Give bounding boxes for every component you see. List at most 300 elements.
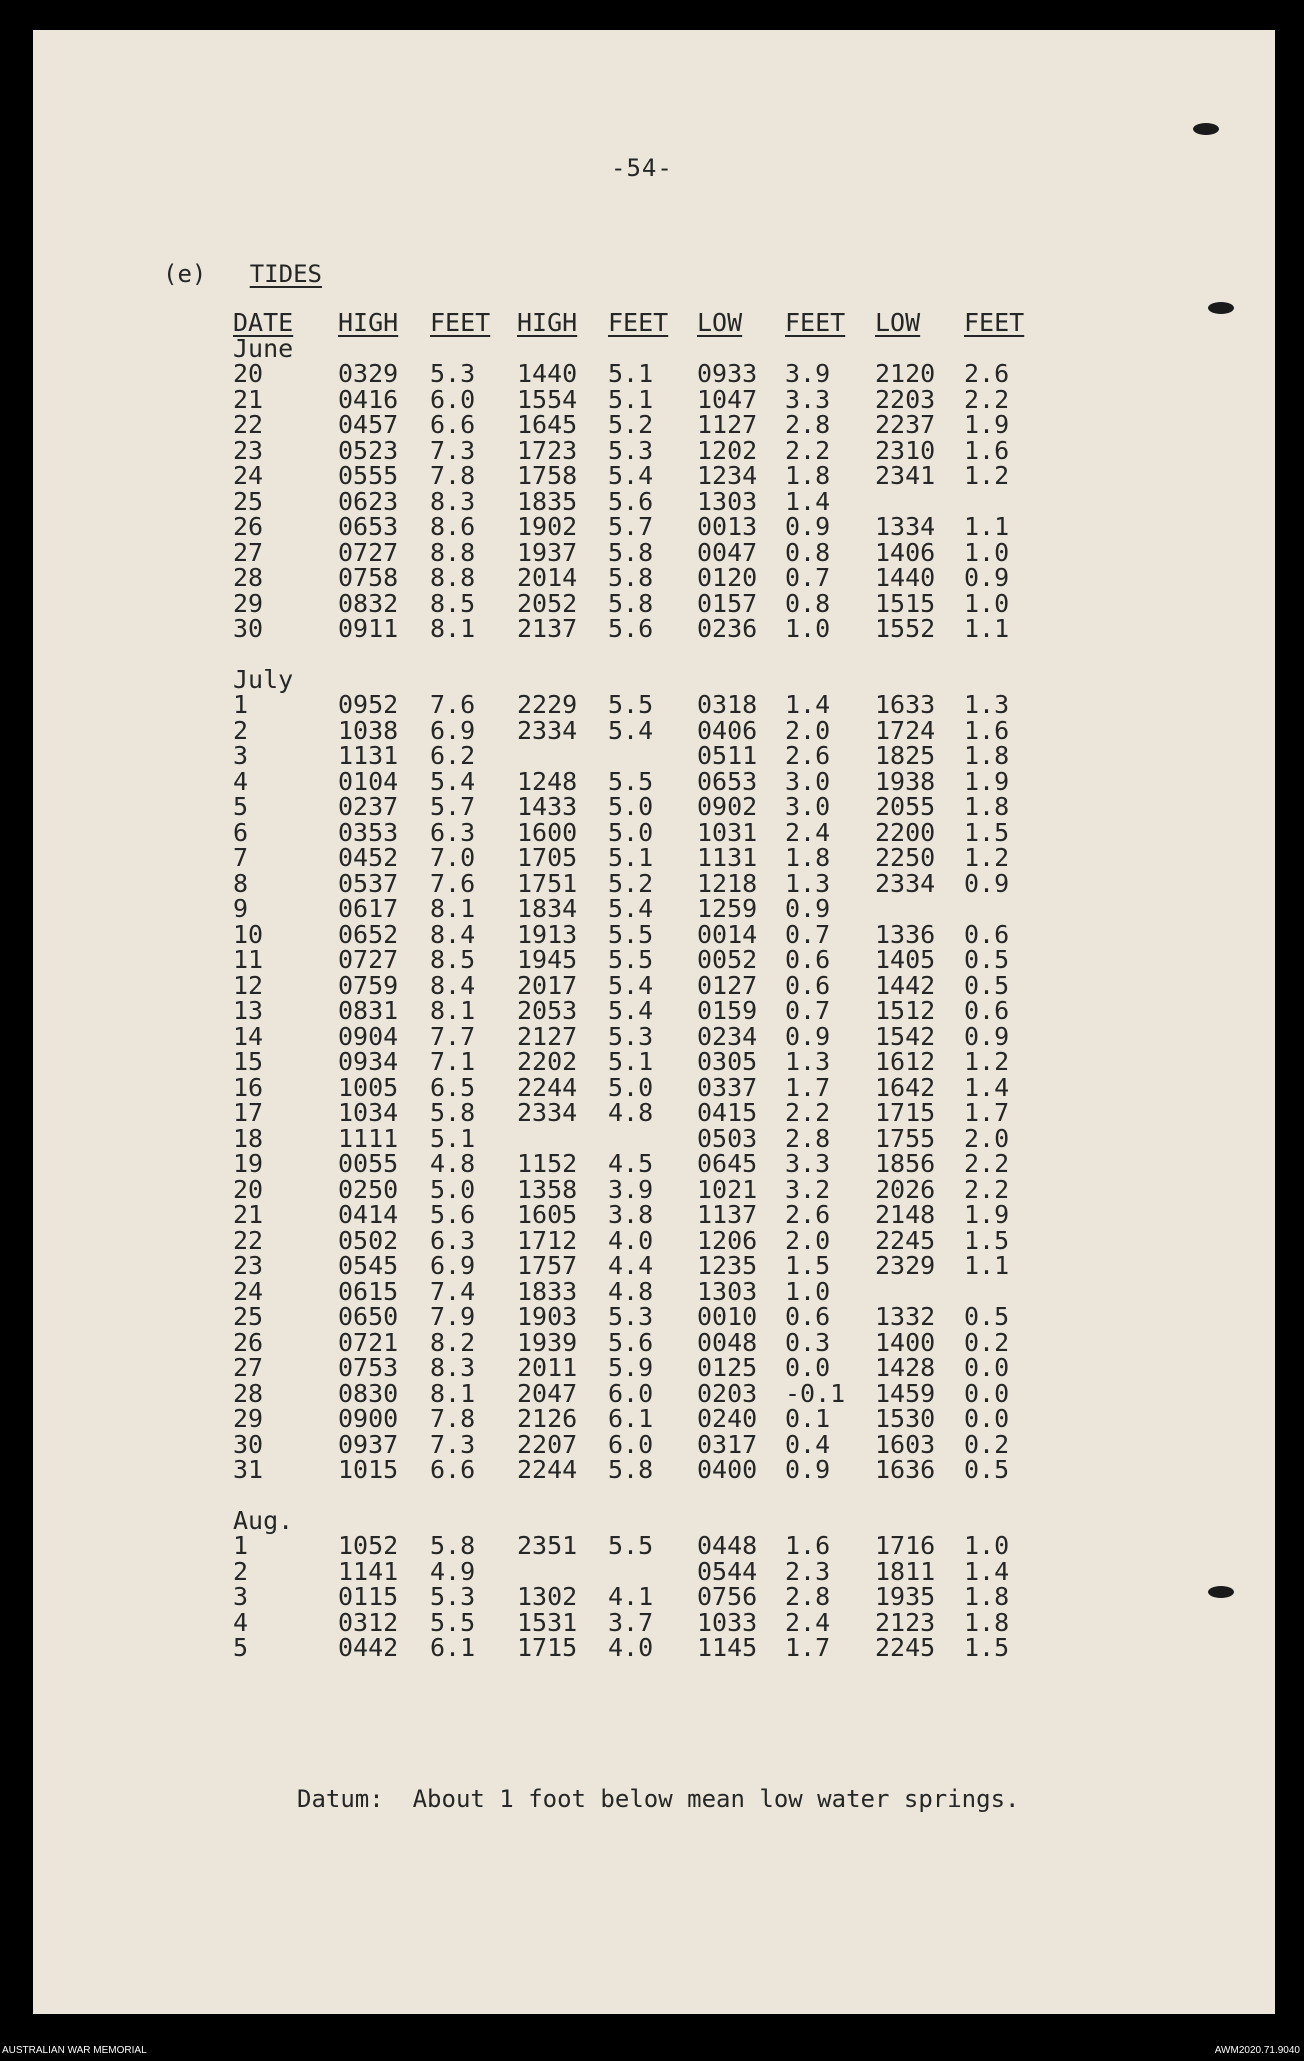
- datum-note: Datum: About 1 foot below mean low water springs.: [297, 1785, 1020, 1813]
- table-cell: 1131: [697, 843, 758, 873]
- table-cell: 6.0: [608, 1378, 654, 1408]
- table-cell: 1.4: [964, 1556, 1010, 1586]
- table-cell: 29: [233, 588, 264, 618]
- table-cell: 0503: [697, 1123, 758, 1153]
- table-cell: 5.7: [608, 512, 654, 542]
- table-row: [233, 1202, 1034, 1228]
- table-cell: 2017: [517, 970, 578, 1000]
- table-cell: 1.3: [964, 690, 1010, 720]
- table-cell: 14: [233, 1021, 264, 1051]
- table-row: [233, 820, 1034, 846]
- table-row: [233, 1432, 1034, 1458]
- table-cell: 0900: [338, 1404, 399, 1434]
- document-page: [33, 30, 1275, 2014]
- table-cell: 1336: [875, 919, 936, 949]
- table-cell: 2207: [517, 1429, 578, 1459]
- table-cell: 25: [233, 486, 264, 516]
- table-row: [233, 769, 1034, 795]
- table-cell: 0555: [338, 461, 399, 491]
- table-cell: 6.6: [430, 410, 476, 440]
- table-cell: 8.4: [430, 970, 476, 1000]
- table-cell: 1938: [875, 766, 936, 796]
- table-cell: 8.3: [430, 1353, 476, 1383]
- table-cell: 2341: [875, 461, 936, 491]
- table-cell: 8: [233, 868, 249, 898]
- table-cell: 5.5: [608, 690, 654, 720]
- table-cell: 3.9: [608, 1174, 654, 1204]
- table-cell: 23: [233, 435, 264, 465]
- table-cell: 0203: [697, 1378, 758, 1408]
- table-cell: 4: [233, 1607, 249, 1637]
- table-cell: 1.0: [964, 588, 1010, 618]
- table-cell: 25: [233, 1302, 264, 1332]
- table-row: [233, 463, 1034, 489]
- table-cell: 1603: [875, 1429, 936, 1459]
- table-cell: 11: [233, 945, 264, 975]
- table-cell: 1712: [517, 1225, 578, 1255]
- column-header-low: LOW: [697, 308, 743, 338]
- table-cell: 4.5: [608, 1149, 654, 1179]
- table-row: [233, 591, 1034, 617]
- table-cell: 2.2: [964, 1174, 1010, 1204]
- table-cell: 2334: [875, 868, 936, 898]
- table-cell: 21: [233, 1200, 264, 1230]
- table-cell: 0645: [697, 1149, 758, 1179]
- table-cell: 4.8: [608, 1276, 654, 1306]
- table-cell: 1512: [875, 996, 936, 1026]
- table-row: [233, 692, 1034, 718]
- table-cell: 2: [233, 715, 249, 745]
- table-cell: 7.6: [430, 690, 476, 720]
- table-cell: 1645: [517, 410, 578, 440]
- table-cell: 5.8: [430, 1098, 476, 1128]
- table-cell: 1202: [697, 435, 758, 465]
- table-row: [233, 973, 1034, 999]
- table-cell: 0.2: [964, 1429, 1010, 1459]
- table-cell: 5.1: [430, 1123, 476, 1153]
- table-cell: [875, 489, 964, 515]
- table-cell: 8.5: [430, 945, 476, 975]
- table-cell: 5.0: [430, 1174, 476, 1204]
- table-cell: 0.6: [785, 970, 831, 1000]
- table-cell: 1303: [697, 1276, 758, 1306]
- table-cell: 1856: [875, 1149, 936, 1179]
- table-cell: 6.1: [608, 1404, 654, 1434]
- table-cell: 0.6: [964, 919, 1010, 949]
- table-cell: 5.4: [608, 996, 654, 1026]
- table-cell: 1605: [517, 1200, 578, 1230]
- column-header-high: HIGH: [338, 308, 399, 338]
- table-cell: 0.9: [964, 1021, 1010, 1051]
- table-row: [233, 947, 1034, 973]
- table-cell: 0904: [338, 1021, 399, 1051]
- table-cell: 30: [233, 1429, 264, 1459]
- table-cell: 2.2: [785, 435, 831, 465]
- table-cell: 18: [233, 1123, 264, 1153]
- table-cell: 6.5: [430, 1072, 476, 1102]
- table-cell: 3.9: [785, 359, 831, 389]
- table-cell: 1552: [875, 614, 936, 644]
- table-cell: 2237: [875, 410, 936, 440]
- table-cell: 5.1: [608, 1047, 654, 1077]
- table-cell: 8.4: [430, 919, 476, 949]
- table-cell: 0.6: [785, 945, 831, 975]
- table-cell: 8.2: [430, 1327, 476, 1357]
- table-cell: 1459: [875, 1378, 936, 1408]
- table-cell: 1724: [875, 715, 936, 745]
- table-cell: 1.8: [964, 741, 1010, 771]
- table-cell: 1.7: [785, 1633, 831, 1663]
- table-cell: 1034: [338, 1098, 399, 1128]
- table-cell: 2126: [517, 1404, 578, 1434]
- table-cell: 3: [233, 1582, 249, 1612]
- table-cell: 0727: [338, 945, 399, 975]
- table-cell: 0055: [338, 1149, 399, 1179]
- table-cell: 1633: [875, 690, 936, 720]
- table-cell: 2244: [517, 1455, 578, 1485]
- table-cell: 15: [233, 1047, 264, 1077]
- table-cell: 0318: [697, 690, 758, 720]
- table-cell: 6.0: [608, 1429, 654, 1459]
- table-cell: 26: [233, 512, 264, 542]
- table-cell: 0.0: [964, 1378, 1010, 1408]
- table-row: [233, 1635, 1034, 1661]
- table-cell: 1234: [697, 461, 758, 491]
- table-row: [233, 1355, 1034, 1381]
- table-cell: 1903: [517, 1302, 578, 1332]
- table-cell: 0457: [338, 410, 399, 440]
- table-cell: 0934: [338, 1047, 399, 1077]
- table-cell: 0452: [338, 843, 399, 873]
- table-cell: 5.8: [430, 1531, 476, 1561]
- table-row: [233, 743, 1034, 769]
- table-cell: 0902: [697, 792, 758, 822]
- table-cell: 2026: [875, 1174, 936, 1204]
- table-cell: 5.4: [608, 715, 654, 745]
- table-row: [233, 896, 1034, 922]
- table-cell: 5.3: [608, 435, 654, 465]
- table-cell: 0048: [697, 1327, 758, 1357]
- table-cell: 1.0: [785, 1276, 831, 1306]
- table-cell: 8.8: [430, 563, 476, 593]
- table-cell: 2245: [875, 1225, 936, 1255]
- table-cell: 1235: [697, 1251, 758, 1281]
- table-cell: 24: [233, 461, 264, 491]
- table-cell: 0523: [338, 435, 399, 465]
- table-cell: 2052: [517, 588, 578, 618]
- table-cell: 1835: [517, 486, 578, 516]
- table-cell: 1141: [338, 1556, 399, 1586]
- table-cell: 0.2: [964, 1327, 1010, 1357]
- table-cell: 2047: [517, 1378, 578, 1408]
- table-cell: 0759: [338, 970, 399, 1000]
- table-cell: 5.3: [430, 359, 476, 389]
- table-row: [233, 412, 1034, 438]
- table-cell: 7.0: [430, 843, 476, 873]
- table-cell: 2148: [875, 1200, 936, 1230]
- table-cell: 0120: [697, 563, 758, 593]
- table-cell: 2351: [517, 1531, 578, 1561]
- table-cell: 7.9: [430, 1302, 476, 1332]
- table-cell: 1.3: [785, 1047, 831, 1077]
- table-cell: 2.4: [785, 1607, 831, 1637]
- table-cell: 1.6: [964, 435, 1010, 465]
- table-cell: 0442: [338, 1633, 399, 1663]
- tide-table-body: [233, 333, 1034, 1663]
- table-cell: 1.3: [785, 868, 831, 898]
- table-cell: 9: [233, 894, 249, 924]
- table-cell: 0.8: [785, 537, 831, 567]
- table-cell: 0952: [338, 690, 399, 720]
- spacer-row: [233, 1483, 1034, 1508]
- table-cell: 1405: [875, 945, 936, 975]
- table-cell: 1145: [697, 1633, 758, 1663]
- table-cell: 1052: [338, 1531, 399, 1561]
- table-cell: [964, 896, 1034, 922]
- table-cell: 1636: [875, 1455, 936, 1485]
- table-cell: 5.4: [608, 894, 654, 924]
- table-cell: 2229: [517, 690, 578, 720]
- table-row: [233, 718, 1034, 744]
- table-cell: 16: [233, 1072, 264, 1102]
- table-cell: 0448: [697, 1531, 758, 1561]
- table-row: [233, 1126, 1034, 1152]
- table-cell: 1.8: [964, 792, 1010, 822]
- table-cell: 1.6: [964, 715, 1010, 745]
- table-cell: 6.3: [430, 1225, 476, 1255]
- table-cell: [608, 1126, 697, 1152]
- table-cell: 7: [233, 843, 249, 873]
- table-cell: 5.4: [430, 766, 476, 796]
- table-cell: 2.4: [785, 817, 831, 847]
- table-cell: 1400: [875, 1327, 936, 1357]
- table-cell: 5.6: [430, 1200, 476, 1230]
- table-cell: 5.6: [608, 486, 654, 516]
- table-cell: 2.8: [785, 1123, 831, 1153]
- table-row: [233, 489, 1034, 515]
- table-cell: 1530: [875, 1404, 936, 1434]
- table-cell: 0014: [697, 919, 758, 949]
- table-cell: 6.1: [430, 1633, 476, 1663]
- table-cell: 8.5: [430, 588, 476, 618]
- table-cell: 1.2: [964, 461, 1010, 491]
- table-row: [233, 387, 1034, 413]
- table-cell: 1.9: [964, 766, 1010, 796]
- table-cell: 3.2: [785, 1174, 831, 1204]
- table-cell: 19: [233, 1149, 264, 1179]
- table-cell: 22: [233, 410, 264, 440]
- table-cell: 5.8: [608, 537, 654, 567]
- table-cell: 0.0: [964, 1353, 1010, 1383]
- table-cell: 0010: [697, 1302, 758, 1332]
- column-header-low: LOW: [875, 308, 921, 338]
- table-cell: 3.7: [608, 1607, 654, 1637]
- table-cell: 6.0: [430, 384, 476, 414]
- footer-source: AUSTRALIAN WAR MEMORIAL: [2, 2045, 147, 2056]
- table-cell: 1.9: [964, 410, 1010, 440]
- table-cell: [964, 489, 1034, 515]
- table-cell: 6.3: [430, 817, 476, 847]
- table-cell: 0414: [338, 1200, 399, 1230]
- table-cell: 0237: [338, 792, 399, 822]
- table-cell: 1757: [517, 1251, 578, 1281]
- table-cell: 0502: [338, 1225, 399, 1255]
- table-cell: 0.7: [785, 919, 831, 949]
- table-cell: 8.1: [430, 996, 476, 1026]
- spacer-cell: [233, 1483, 1034, 1508]
- table-row: [233, 540, 1034, 566]
- table-cell: 8.1: [430, 614, 476, 644]
- table-cell: 1531: [517, 1607, 578, 1637]
- table-cell: [964, 1279, 1034, 1305]
- table-cell: [517, 1126, 608, 1152]
- table-cell: 4.8: [608, 1098, 654, 1128]
- table-cell: 27: [233, 537, 264, 567]
- table-cell: 22: [233, 1225, 264, 1255]
- table-cell: 1127: [697, 410, 758, 440]
- month-label: June: [233, 333, 294, 363]
- table-cell: 0329: [338, 359, 399, 389]
- table-cell: 0.5: [964, 945, 1010, 975]
- table-cell: 6.2: [430, 741, 476, 771]
- table-cell: 2.6: [785, 1200, 831, 1230]
- table-cell: 1716: [875, 1531, 936, 1561]
- table-cell: 1902: [517, 512, 578, 542]
- table-cell: 0.0: [785, 1353, 831, 1383]
- header-row: [233, 310, 1034, 336]
- table-cell: 1.0: [964, 1531, 1010, 1561]
- table-row: [233, 1279, 1034, 1305]
- table-cell: 1334: [875, 512, 936, 542]
- table-cell: 0.6: [964, 996, 1010, 1026]
- table-cell: 4.0: [608, 1633, 654, 1663]
- table-cell: 2.0: [964, 1123, 1010, 1153]
- table-cell: [517, 743, 608, 769]
- table-cell: 28: [233, 563, 264, 593]
- month-row: [233, 336, 1034, 362]
- table-cell: 7.8: [430, 461, 476, 491]
- table-row: [233, 1533, 1034, 1559]
- table-cell: 4.1: [608, 1582, 654, 1612]
- table-row: [233, 1100, 1034, 1126]
- table-row: [233, 871, 1034, 897]
- table-cell: 2329: [875, 1251, 936, 1281]
- table-cell: 0544: [697, 1556, 758, 1586]
- table-row: [233, 794, 1034, 820]
- spacer-cell: [233, 642, 1034, 667]
- table-cell: 5.9: [608, 1353, 654, 1383]
- table-cell: 6.6: [430, 1455, 476, 1485]
- table-cell: 4: [233, 766, 249, 796]
- table-cell: 1.1: [964, 1251, 1010, 1281]
- table-cell: [517, 1559, 608, 1585]
- table-cell: 5.3: [608, 1021, 654, 1051]
- table-cell: 5.3: [608, 1302, 654, 1332]
- table-cell: 1542: [875, 1021, 936, 1051]
- table-cell: 0831: [338, 996, 399, 1026]
- table-row: [233, 1024, 1034, 1050]
- table-cell: 2.6: [785, 741, 831, 771]
- table-cell: 0652: [338, 919, 399, 949]
- table-cell: 0511: [697, 741, 758, 771]
- table-cell: 1.1: [964, 614, 1010, 644]
- table-cell: 1758: [517, 461, 578, 491]
- table-cell: 1005: [338, 1072, 399, 1102]
- table-cell: 2053: [517, 996, 578, 1026]
- table-cell: 5: [233, 792, 249, 822]
- table-cell: 0125: [697, 1353, 758, 1383]
- table-cell: 1259: [697, 894, 758, 924]
- table-cell: 7.3: [430, 435, 476, 465]
- table-cell: 1.8: [964, 1582, 1010, 1612]
- table-cell: 2014: [517, 563, 578, 593]
- table-row: [233, 1559, 1034, 1585]
- table-cell: 1811: [875, 1556, 936, 1586]
- column-header-feet: FEET: [964, 308, 1025, 338]
- table-cell: 1302: [517, 1582, 578, 1612]
- table-cell: 1715: [875, 1098, 936, 1128]
- table-cell: 0545: [338, 1251, 399, 1281]
- table-cell: 2.0: [785, 1225, 831, 1255]
- table-row: [233, 1228, 1034, 1254]
- table-cell: [875, 896, 964, 922]
- table-cell: 1440: [875, 563, 936, 593]
- table-cell: 1332: [875, 1302, 936, 1332]
- table-cell: 4.0: [608, 1225, 654, 1255]
- table-cell: 0416: [338, 384, 399, 414]
- table-row: [233, 361, 1034, 387]
- table-cell: 5.0: [608, 817, 654, 847]
- table-cell: 20: [233, 1174, 264, 1204]
- table-cell: 1.8: [785, 461, 831, 491]
- table-cell: 2310: [875, 435, 936, 465]
- table-row: [233, 1151, 1034, 1177]
- table-cell: 8.1: [430, 894, 476, 924]
- punch-hole: [1208, 302, 1234, 314]
- table-cell: 0832: [338, 588, 399, 618]
- table-cell: 0250: [338, 1174, 399, 1204]
- table-cell: 1642: [875, 1072, 936, 1102]
- table-cell: 5.2: [608, 868, 654, 898]
- table-row: [233, 1610, 1034, 1636]
- table-cell: 1440: [517, 359, 578, 389]
- table-cell: 5.0: [608, 792, 654, 822]
- table-cell: 0830: [338, 1378, 399, 1408]
- table-cell: 1021: [697, 1174, 758, 1204]
- table-cell: 0312: [338, 1607, 399, 1637]
- table-row: [233, 1253, 1034, 1279]
- table-cell: 29: [233, 1404, 264, 1434]
- table-cell: 1047: [697, 384, 758, 414]
- table-cell: 0159: [697, 996, 758, 1026]
- table-cell: 2200: [875, 817, 936, 847]
- table-cell: 1.4: [785, 690, 831, 720]
- table-cell: 1.4: [964, 1072, 1010, 1102]
- table-cell: 1.0: [785, 614, 831, 644]
- table-cell: 0.5: [964, 1302, 1010, 1332]
- footer-reference: AWM2020.71.9040: [1214, 2045, 1300, 2056]
- table-cell: 1751: [517, 868, 578, 898]
- table-cell: 1031: [697, 817, 758, 847]
- table-cell: 0406: [697, 715, 758, 745]
- table-cell: 3.3: [785, 1149, 831, 1179]
- table-cell: 1515: [875, 588, 936, 618]
- table-cell: 1554: [517, 384, 578, 414]
- table-cell: 17: [233, 1098, 264, 1128]
- table-cell: 1913: [517, 919, 578, 949]
- table-cell: 0.4: [785, 1429, 831, 1459]
- table-cell: 7.3: [430, 1429, 476, 1459]
